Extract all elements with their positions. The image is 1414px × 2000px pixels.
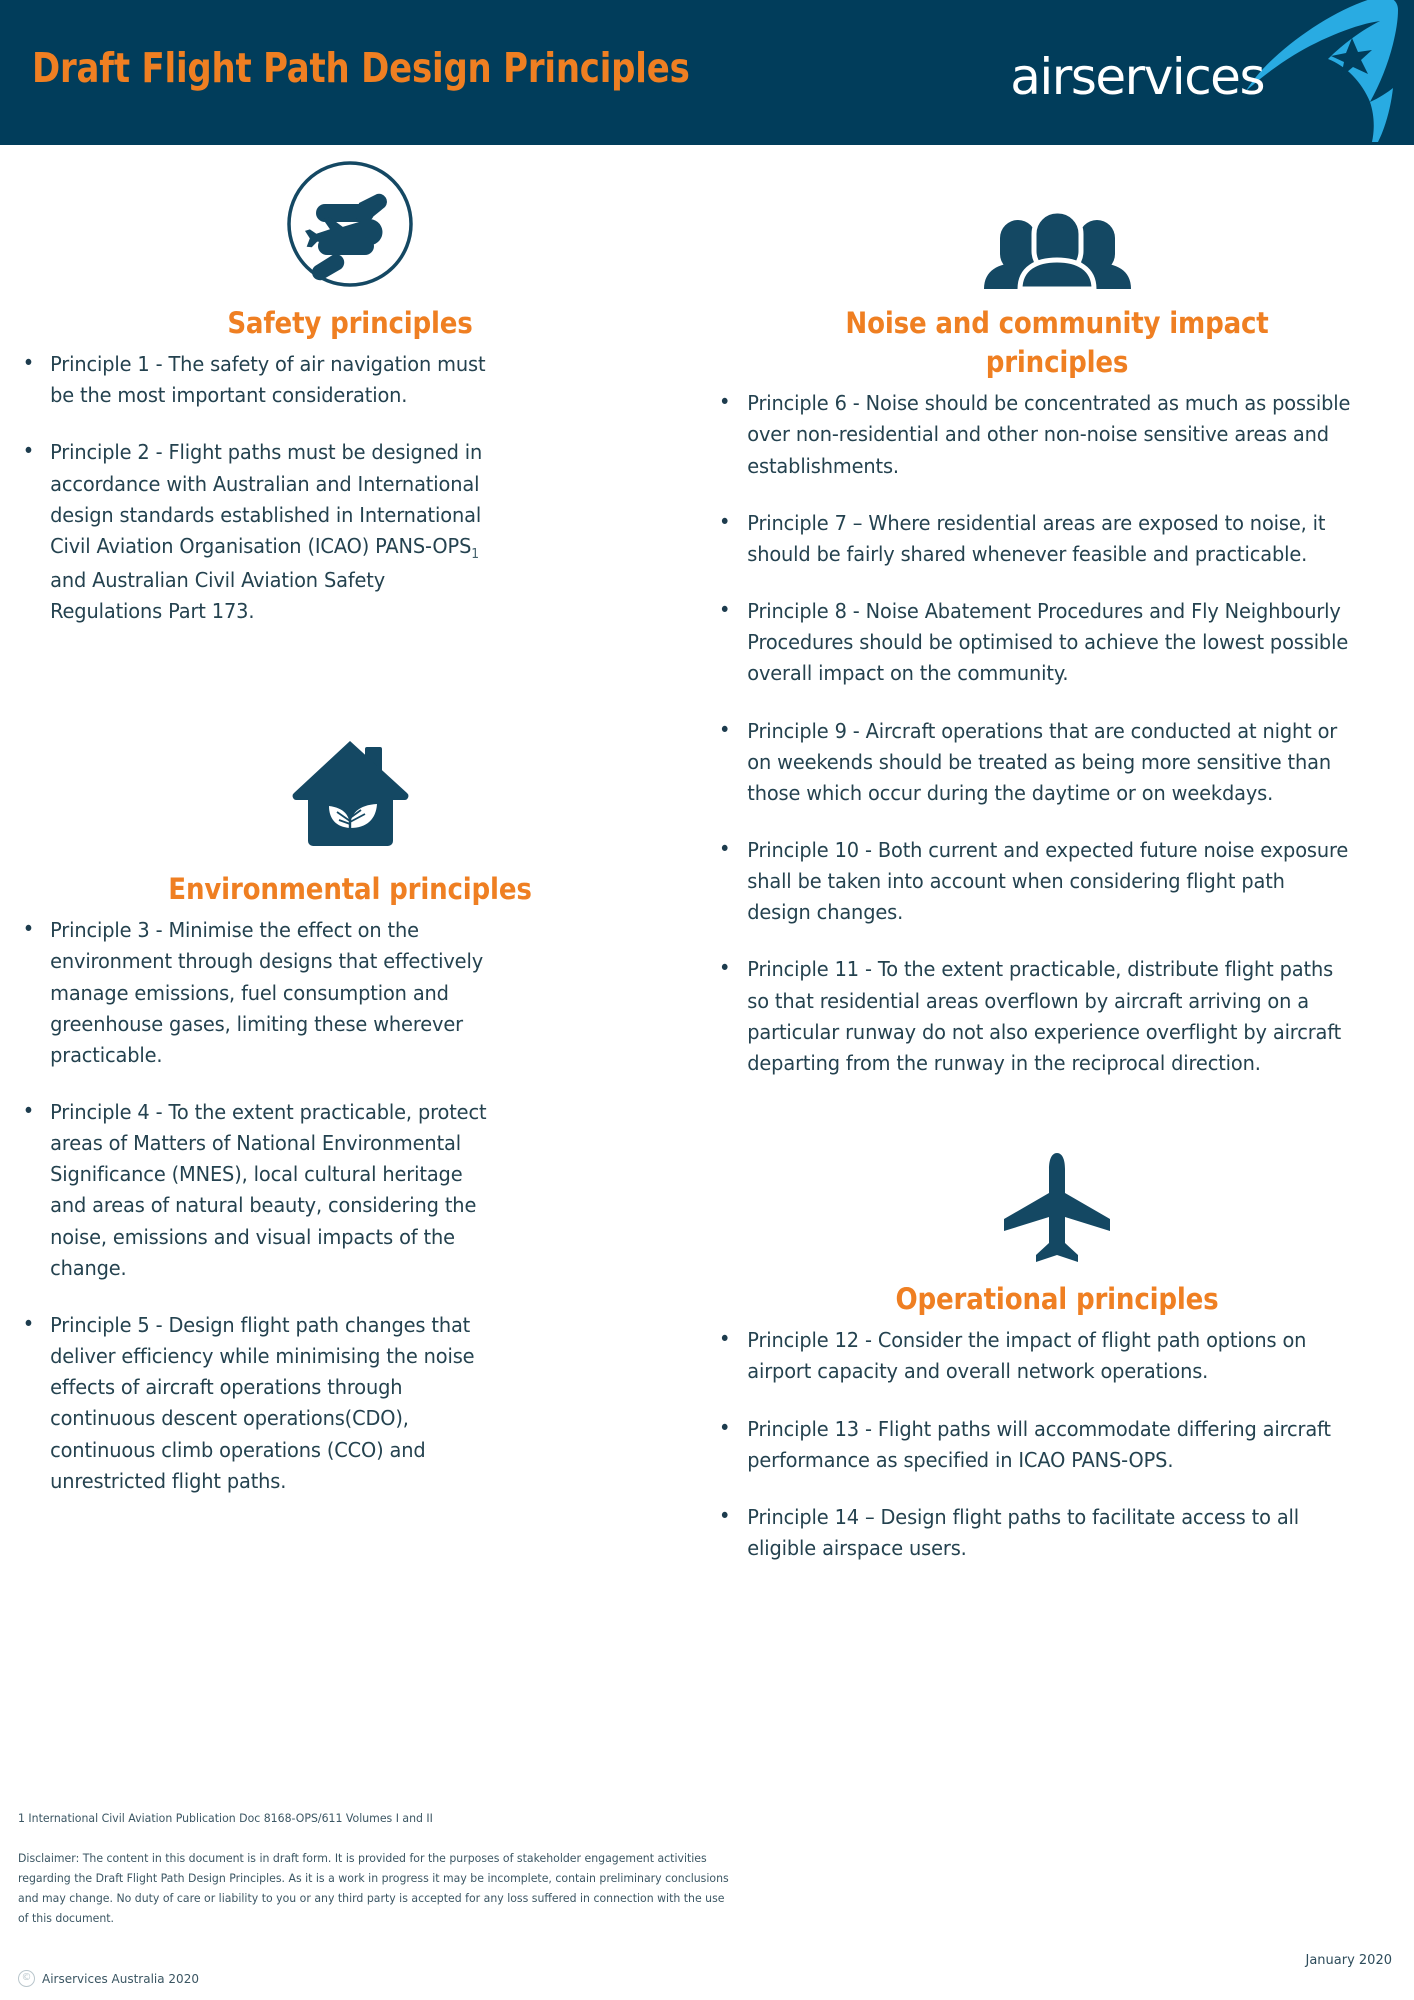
right-column xyxy=(700,145,1414,1590)
page-footer xyxy=(18,1810,738,1986)
principle-text: Principle 10 - Both current and expected future noise exposure shall be taken into account when considering flight path design changes. xyxy=(747,838,1349,925)
section-title-safety: Safety principles xyxy=(227,306,473,340)
house-with-leaves-icon-wrap xyxy=(0,733,700,860)
section-title-environmental: Environmental principles xyxy=(168,872,532,907)
copyright-icon: © xyxy=(18,1970,35,1987)
section-title-operational: Operational principles xyxy=(895,1282,1219,1317)
principle-item xyxy=(0,1097,501,1284)
principle-item xyxy=(0,437,501,627)
principle-text: Principle 13 - Flight paths will accommodate differing aircraft performance as specified in ICAO PANS-OPS. xyxy=(747,1416,1331,1472)
section-environmental xyxy=(0,653,700,1497)
principle-text: Principle 2 - Flight paths must be designed in accordance with Australian and International design standards established in International Civil Aviation Organisation (ICAO) PANS-OPS xyxy=(50,440,483,558)
airplane-top-view-icon xyxy=(998,1147,1116,1265)
principle-text: Principle 5 - Design flight path changes that deliver efficiency while minimising the noise effects of aircraft operations through continuous descent operations(CDO), continuous climb operations (CCO) and unrestricted flight paths. xyxy=(50,1312,475,1493)
section-noise-community xyxy=(700,145,1414,1079)
section-operational xyxy=(700,1105,1414,1564)
principle-item xyxy=(700,1414,1354,1476)
plane-in-hands-icon xyxy=(285,159,415,289)
principle-item xyxy=(700,508,1354,570)
principle-item xyxy=(700,835,1354,928)
principle-item xyxy=(700,954,1354,1079)
page-header xyxy=(0,0,1414,145)
left-column xyxy=(0,145,700,1523)
principle-text: Principle 3 - Minimise the effect on the environment through designs that effectively manage emissions, fuel consumption and greenhouse gases, limiting these wherever practicable. xyxy=(50,918,484,1067)
copyright-text: Airservices Australia 2020 xyxy=(42,1971,199,1986)
principle-item xyxy=(700,1502,1354,1564)
principle-text: Principle 14 – Design flight paths to facilitate access to all eligible airspace users. xyxy=(747,1504,1300,1561)
three-people-icon-wrap xyxy=(700,207,1414,294)
environmental-principles-list xyxy=(0,915,700,1497)
principle-item xyxy=(700,596,1354,689)
noise-community-principles-list xyxy=(700,388,1414,1079)
footnote-text: 1 International Civil Aviation Publication Doc 8168-OPS/611 Volumes I and II xyxy=(18,1811,433,1825)
airservices-wordmark: airservices xyxy=(1010,48,1264,106)
principle-item xyxy=(700,716,1354,809)
principle-text: Principle 9 - Aircraft operations that are conducted at night or on weekends should be treated as being more sensitive than those which occur during the daytime or on weekdays. xyxy=(747,718,1338,805)
footnote-marker: 1 xyxy=(471,547,479,563)
principle-text: Principle 4 - To the extent practicable, protect areas of Matters of National Environmental Significance (MNES), local cultural heritage and areas of natural beauty, considering the noise, emissions and visual impacts of the change. xyxy=(50,1100,487,1280)
principle-item xyxy=(0,915,501,1071)
principle-item xyxy=(0,349,501,411)
principle-text: Principle 11 - To the extent practicable, distribute flight paths so that residential areas overflown by aircraft arriving on a particular runway do not also experience overflight by aircraft departing from the runway in the reciprocal direction. xyxy=(747,957,1342,1075)
principle-item xyxy=(0,1310,501,1497)
airplane-top-view-icon-wrap xyxy=(700,1147,1414,1270)
safety-principles-list xyxy=(0,349,700,627)
disclaimer-text: Disclaimer: The content in this document is in draft form. It is provided for the purposes of stakeholder engagement activities regarding the Draft Flight Path Design Principles. As it is a work in progress it may be incomplete, contain preliminary conclusions and may change. No duty of care or liability to you or any third party is accepted for any loss suffered in connection with the use of this document. xyxy=(18,1851,729,1925)
principle-text: Principle 12 - Consider the impact of flight path options on airport capacity and overall network operations. xyxy=(747,1328,1307,1384)
principle-item xyxy=(700,1325,1354,1387)
house-with-leaves-icon xyxy=(289,733,411,855)
section-title-noise-community: Noise and community impact principles xyxy=(845,306,1269,380)
date-stamp: January 2020 xyxy=(1305,1953,1392,1968)
principle-text: Principle 7 – Where residential areas are exposed to noise, it should be fairly shared whenever feasible and practicable. xyxy=(747,510,1326,566)
airservices-logo xyxy=(994,0,1414,145)
principle-text: Principle 1 - The safety of air navigation must be the most important consideration. xyxy=(50,352,486,408)
principle-text: Principle 6 - Noise should be concentrated as much as possible over non-residential and other non-noise sensitive areas and establishments. xyxy=(747,391,1351,478)
plane-in-hands-icon-wrap xyxy=(0,159,700,294)
three-people-icon xyxy=(980,207,1135,289)
section-safety xyxy=(0,145,700,627)
principle-text-tail: and Australian Civil Aviation Safety Regulations Part 173. xyxy=(50,567,386,623)
operational-principles-list xyxy=(700,1325,1414,1564)
page-title: Draft Flight Path Design Principles xyxy=(32,44,690,92)
copyright-line xyxy=(18,1970,199,1987)
principle-text: Principle 8 - Noise Abatement Procedures and Fly Neighbourly Procedures should be optimised to achieve the lowest possible overall impact on the community. xyxy=(747,599,1349,686)
principle-item xyxy=(700,388,1354,481)
